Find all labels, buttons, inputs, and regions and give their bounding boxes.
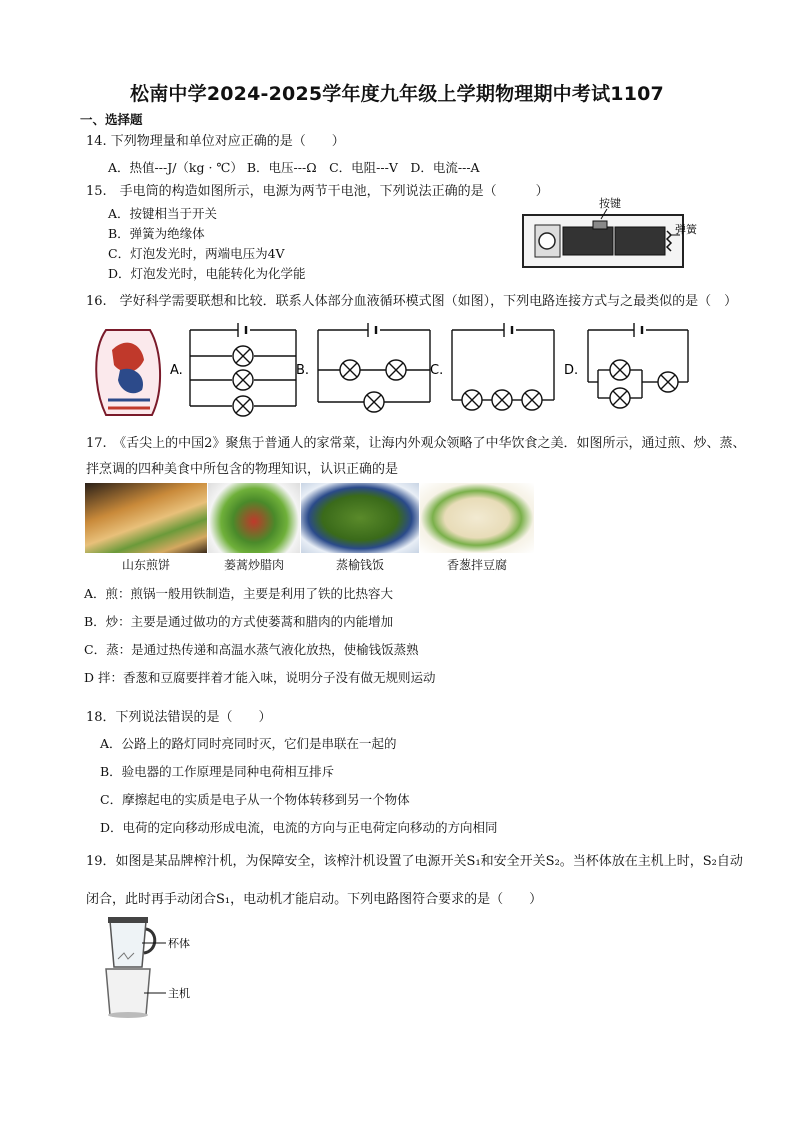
tofu-photo xyxy=(420,483,534,553)
caption-tofu: 香葱拌豆腐 xyxy=(446,558,507,572)
circuit-d-label: D. xyxy=(564,363,579,378)
q15-option-a: A．按键相当于开关 xyxy=(108,206,218,221)
circuit-c-label: C. xyxy=(430,363,444,378)
q14-stem: 14. 下列物理量和单位对应正确的是（ ） xyxy=(86,134,345,149)
q17-option-a: A．煎：煎锅一般用铁制造，主要是利用了铁的比热容大 xyxy=(84,586,394,601)
q15-option-b: B．弹簧为绝缘体 xyxy=(108,226,205,241)
q17-option-c: C．蒸：是通过热传递和高温水蒸气液化放热，使榆钱饭蒸熟 xyxy=(84,642,419,657)
q15-option-d: D．灯泡发光时，电能转化为化学能 xyxy=(108,266,306,281)
q17-stem-line1: 17. 《舌尖上的中国2》聚焦于普通人的家常菜，让海内外观众领略了中华饮食之美．如图所示，通过煎、炒、蒸、 xyxy=(86,436,746,451)
q15-stem: 15. 手电筒的构造如图所示，电源为两节干电池，下列说法正确的是（ ） xyxy=(86,184,549,199)
blood-circulation-figure xyxy=(92,320,164,420)
caption-jianbing: 山东煎饼 xyxy=(121,558,170,572)
q17-stem-line2: 拌烹调的四种美食中所包含的物理知识，认识正确的是 xyxy=(86,462,399,477)
circuit-c xyxy=(452,323,554,410)
circuit-a xyxy=(190,323,296,416)
q14-options: A．热值---J/（kg · ℃） B．电压---Ω C．电阻---V D．电流---A xyxy=(108,160,480,175)
q16-circuits xyxy=(168,320,708,420)
q18-option-d: D．电荷的定向移动形成电流，电流的方向与正电荷定向移动的方向相同 xyxy=(100,820,498,835)
jianbing-photo xyxy=(85,483,207,553)
stir-fry-photo xyxy=(208,483,300,553)
circuit-a-label: A. xyxy=(170,363,183,378)
exam-title: 松南中学2024-2025学年度九年级上学期物理期中考试1107 xyxy=(130,83,664,105)
juicer-base-label: 主机 xyxy=(168,987,190,1000)
q18-option-b: B．验电器的工作原理是同种电荷相互排斥 xyxy=(100,764,335,779)
q15-option-c: C．灯泡发光时，两端电压为4V xyxy=(108,246,285,261)
circuit-d xyxy=(588,323,688,408)
caption-stir-fry: 蒌蒿炒腊肉 xyxy=(223,558,284,572)
q18-option-c: C．摩擦起电的实质是电子从一个物体转移到另一个物体 xyxy=(100,792,410,807)
circuit-b xyxy=(318,323,430,412)
juicer-cup-label: 杯体 xyxy=(168,937,190,950)
flashlight-figure xyxy=(515,195,705,275)
elm-rice-photo xyxy=(301,483,419,553)
q19-stem-line1: 19．如图是某品牌榨汁机，为保障安全，该榨汁机设置了电源开关S₁和安全开关S₂。当杯体放在主机上时，S₂自动 xyxy=(86,854,743,869)
flashlight-spring-label: 弹簧 xyxy=(675,223,697,236)
q17-option-d: D 拌：香葱和豆腐要拌着才能入味，说明分子没有做无规则运动 xyxy=(84,670,436,685)
q18-option-a: A．公路上的路灯同时亮同时灭，它们是串联在一起的 xyxy=(100,736,397,751)
q19-stem-line2: 闭合，此时再手动闭合S₁，电动机才能启动。下列电路图符合要求的是（ ） xyxy=(86,892,543,907)
caption-elm-rice: 蒸榆钱饭 xyxy=(335,558,384,572)
circuit-b-label: B. xyxy=(296,363,310,378)
juicer-figure xyxy=(96,915,206,1025)
flashlight-key-label: 按键 xyxy=(599,197,621,210)
q16-stem: 16. 学好科学需要联想和比较．联系人体部分血液循环模式图（如图），下列电路连接方式与之最类似的是（ ） xyxy=(86,294,738,309)
section-heading: 一、选择题 xyxy=(80,112,143,127)
q18-stem: 18．下列说法错误的是（ ） xyxy=(86,710,272,725)
q17-option-b: B．炒：主要是通过做功的方式使蒌蒿和腊肉的内能增加 xyxy=(84,614,394,629)
